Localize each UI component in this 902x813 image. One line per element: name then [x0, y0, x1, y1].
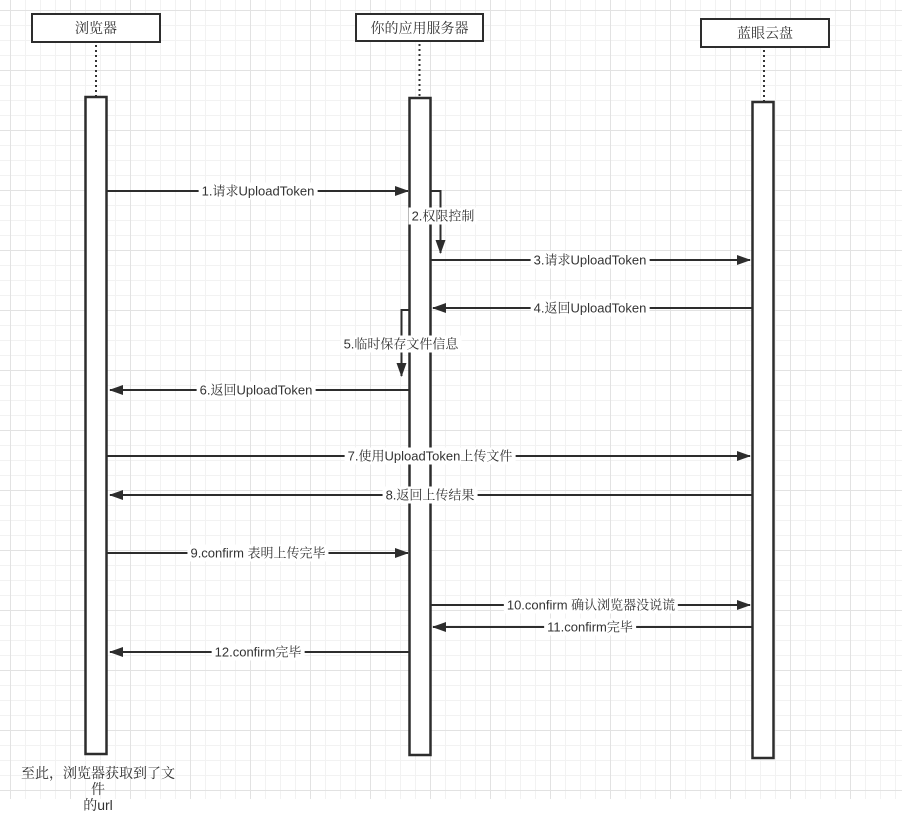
message-12-label: 12.confirm完毕 — [212, 644, 305, 661]
participant-label-app-server: 你的应用服务器 — [370, 19, 469, 36]
message-5-label: 5.临时保存文件信息 — [341, 336, 462, 353]
message-10-label: 10.confirm 确认浏览器没说谎 — [504, 597, 678, 614]
message-6-label: 6.返回UploadToken — [197, 382, 316, 399]
message-11-label: 11.confirm完毕 — [544, 619, 636, 636]
footer-note — [17, 765, 179, 813]
footer-note-line2: 的url — [83, 797, 113, 813]
participant-box-browser — [31, 13, 161, 43]
participant-label-browser: 浏览器 — [75, 20, 117, 36]
message-4-label: 4.返回UploadToken — [531, 300, 650, 317]
message-3-label: 3.请求UploadToken — [531, 252, 650, 269]
message-7-label: 7.使用UploadToken上传文件 — [345, 448, 516, 465]
browser-activation-bar — [86, 97, 107, 754]
message-2-label: 2.权限控制 — [409, 208, 478, 225]
app-server-activation-bar — [410, 98, 431, 755]
message-1-label: 1.请求UploadToken — [199, 183, 318, 200]
participant-box-cloud-disk — [700, 18, 830, 48]
message-8-label: 8.返回上传结果 — [383, 487, 478, 504]
message-9-label: 9.confirm 表明上传完毕 — [187, 545, 328, 562]
participant-label-cloud-disk: 蓝眼云盘 — [737, 25, 793, 41]
footer-note-line1: 至此，浏览器获取到了文件 — [21, 765, 175, 797]
participant-box-app-server — [355, 13, 484, 42]
cloud-disk-activation-bar — [753, 102, 774, 758]
